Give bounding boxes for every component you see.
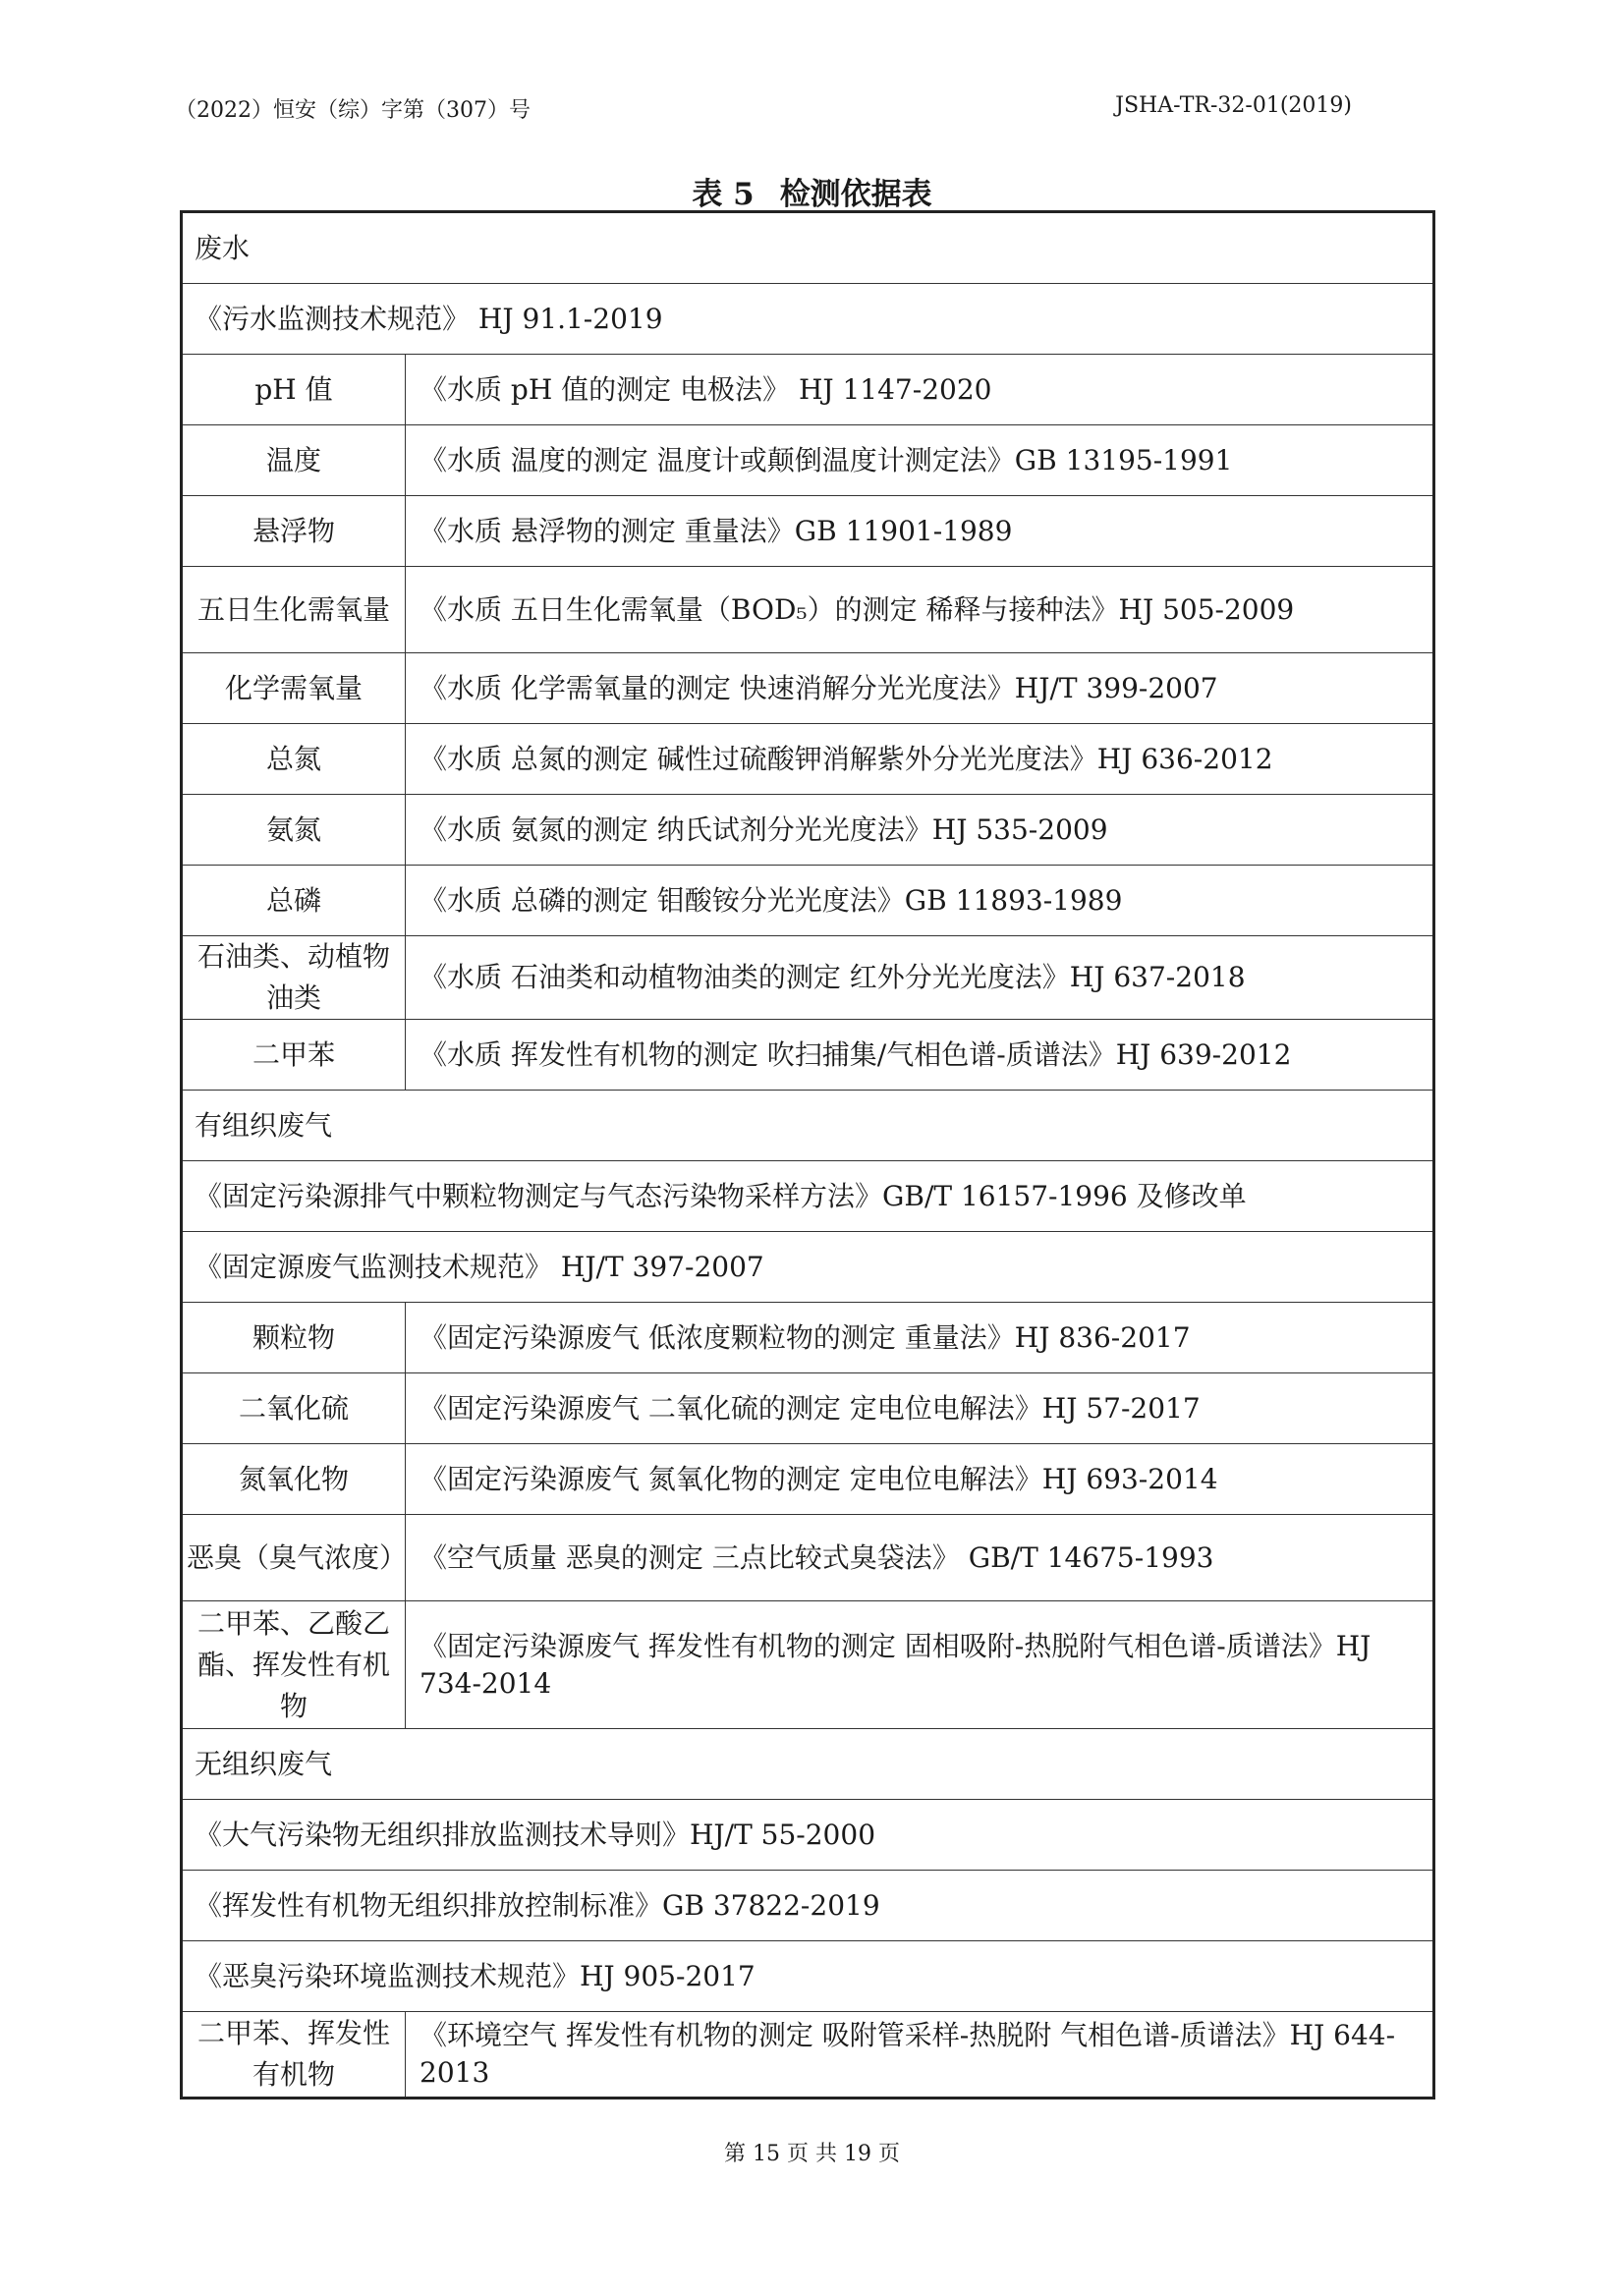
test-standard: 《环境空气 挥发性有机物的测定 吸附管采样-热脱附 气相色谱-质谱法》HJ 644-2013 (406, 2012, 1434, 2099)
test-item: 恶臭（臭气浓度） (182, 1515, 406, 1601)
table-row (182, 866, 1434, 936)
table-row (182, 355, 1434, 425)
table-row (182, 795, 1434, 866)
table-title (0, 169, 1624, 213)
test-item: 颗粒物 (182, 1303, 406, 1373)
test-standard: 《水质 五日生化需氧量（BOD₅）的测定 稀释与接种法》HJ 505-2009 (406, 567, 1434, 653)
page-number: 第 15 页 共 19 页 (724, 2142, 900, 2166)
test-standard: 《水质 悬浮物的测定 重量法》GB 11901-1989 (406, 496, 1434, 567)
test-item: 二甲苯、乙酸乙酯、挥发性有机物 (182, 1601, 406, 1729)
test-standard: 《水质 pH 值的测定 电极法》 HJ 1147-2020 (406, 355, 1434, 425)
table-row (182, 496, 1434, 567)
test-standard: 《水质 石油类和动植物油类的测定 红外分光光度法》HJ 637-2018 (406, 936, 1434, 1020)
test-standard: 《水质 挥发性有机物的测定 吹扫捕集/气相色谱-质谱法》HJ 639-2012 (406, 1020, 1434, 1091)
test-standard: 《水质 总磷的测定 钼酸铵分光光度法》GB 11893-1989 (406, 866, 1434, 936)
table-row (182, 1020, 1434, 1091)
test-item: 总氮 (182, 724, 406, 795)
test-standard: 《固定污染源废气 氮氧化物的测定 定电位电解法》HJ 693-2014 (406, 1444, 1434, 1515)
table-row (182, 1373, 1434, 1444)
table-row (182, 1444, 1434, 1515)
test-standard: 《空气质量 恶臭的测定 三点比较式臭袋法》 GB/T 14675-1993 (406, 1515, 1434, 1601)
table-row (182, 425, 1434, 496)
test-item: 温度 (182, 425, 406, 496)
section-heading-organized-gas: 有组织废气 (182, 1091, 1434, 1161)
test-item: pH 值 (182, 355, 406, 425)
table-row (182, 1303, 1434, 1373)
table-row (182, 724, 1434, 795)
general-standard: 《固定源废气监测技术规范》 HJ/T 397-2007 (182, 1232, 1434, 1303)
test-standard: 《水质 总氮的测定 碱性过硫酸钾消解紫外分光光度法》HJ 636-2012 (406, 724, 1434, 795)
general-standard: 《固定污染源排气中颗粒物测定与气态污染物采样方法》GB/T 16157-1996 及修改单 (182, 1161, 1434, 1232)
test-standard: 《水质 温度的测定 温度计或颠倒温度计测定法》GB 13195-1991 (406, 425, 1434, 496)
test-item: 悬浮物 (182, 496, 406, 567)
general-standard: 《大气污染物无组织排放监测技术导则》HJ/T 55-2000 (182, 1800, 1434, 1871)
test-item: 化学需氧量 (182, 653, 406, 724)
test-item: 总磷 (182, 866, 406, 936)
report-number: （2022）恒安（综）字第（307）号 (175, 98, 531, 123)
table-row (182, 1601, 1434, 1729)
table-row (182, 1515, 1434, 1601)
test-standard: 《水质 氨氮的测定 纳氏试剂分光光度法》HJ 535-2009 (406, 795, 1434, 866)
table-row (182, 567, 1434, 653)
section-heading-wastewater: 废水 (182, 212, 1434, 284)
section-heading-unorganized-gas: 无组织废气 (182, 1729, 1434, 1800)
test-standard: 《固定污染源废气 二氧化硫的测定 定电位电解法》HJ 57-2017 (406, 1373, 1434, 1444)
general-standard: 《挥发性有机物无组织排放控制标准》GB 37822-2019 (182, 1871, 1434, 1941)
general-standard: 《恶臭污染环境监测技术规范》HJ 905-2017 (182, 1941, 1434, 2012)
table-row (182, 936, 1434, 1020)
test-item: 二氧化硫 (182, 1373, 406, 1444)
table-title-text: 检测依据表 (779, 177, 932, 212)
test-item: 氨氮 (182, 795, 406, 866)
test-item: 二甲苯 (182, 1020, 406, 1091)
test-standard: 《固定污染源废气 低浓度颗粒物的测定 重量法》HJ 836-2017 (406, 1303, 1434, 1373)
test-standard: 《水质 化学需氧量的测定 快速消解分光光度法》HJ/T 399-2007 (406, 653, 1434, 724)
general-standard: 《污水监测技术规范》 HJ 91.1-2019 (182, 284, 1434, 355)
testing-basis-table (180, 210, 1435, 2099)
table-row (182, 2012, 1434, 2099)
table-row (182, 653, 1434, 724)
form-code: JSHA-TR-32-01(2019) (1115, 93, 1352, 118)
test-standard: 《固定污染源废气 挥发性有机物的测定 固相吸附-热脱附气相色谱-质谱法》HJ 734-2014 (406, 1601, 1434, 1729)
test-item: 五日生化需氧量 (182, 567, 406, 653)
test-item: 氮氧化物 (182, 1444, 406, 1515)
test-item: 石油类、动植物油类 (182, 936, 406, 1020)
test-item: 二甲苯、挥发性有机物 (182, 2012, 406, 2099)
table-label: 表 5 (692, 177, 755, 212)
